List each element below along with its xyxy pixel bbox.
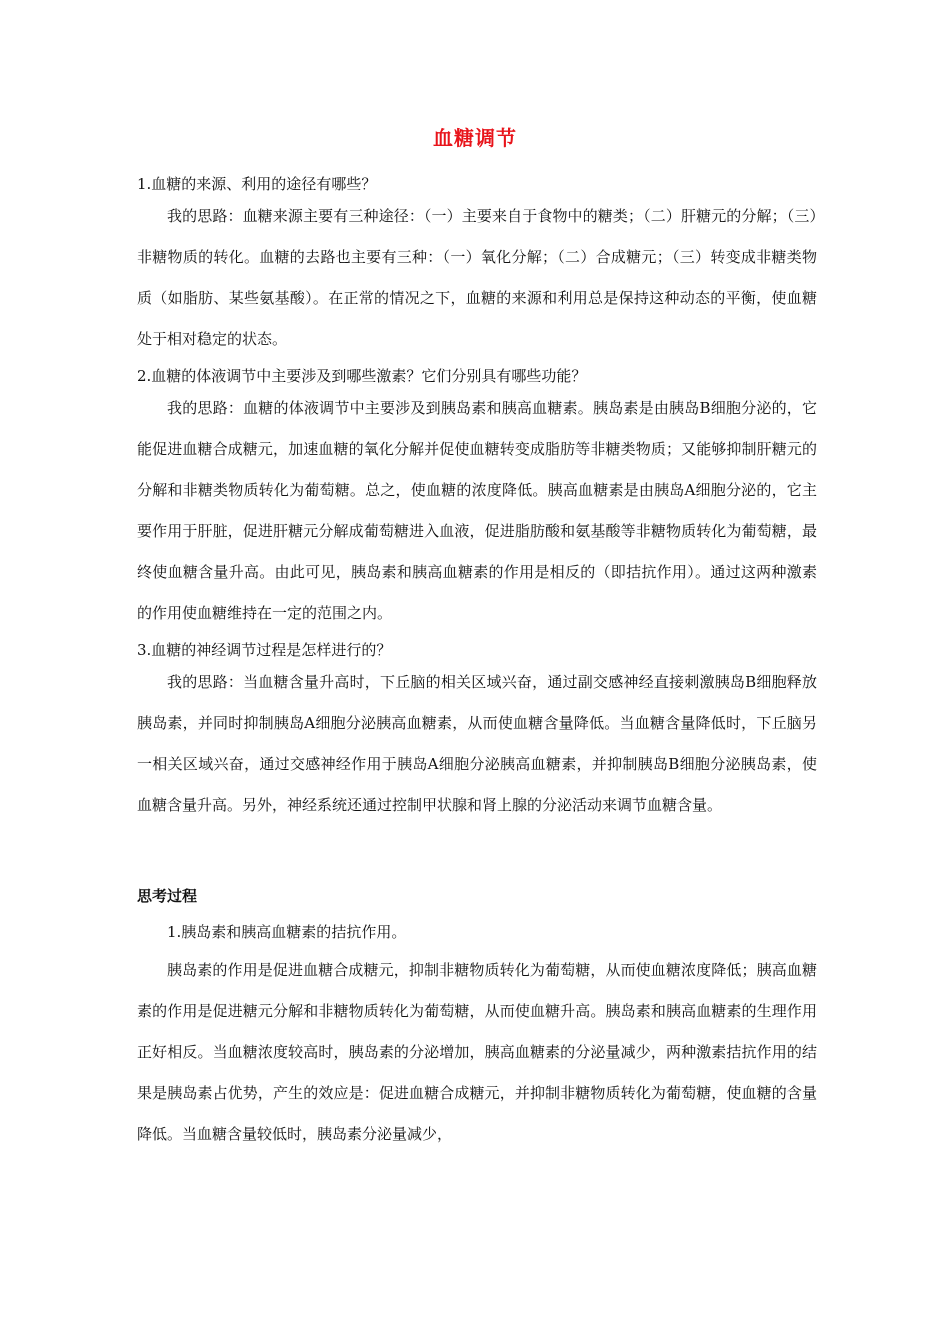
section-1: [137, 172, 817, 360]
thinking-item: 1.胰岛素和胰高血糖素的拮抗作用。: [167, 923, 407, 941]
question-3: 3.血糖的神经调节过程是怎样进行的？: [137, 641, 392, 659]
section-3: [137, 638, 817, 826]
page-title: 血糖调节: [433, 126, 517, 150]
question-2: 2.血糖的体液调节中主要涉及到哪些激素？它们分别具有哪些功能？: [137, 367, 587, 385]
answer-3: 我的思路：当血糖含量升高时，下丘脑的相关区域兴奋，通过副交感神经直接刺激胰岛B细胞释放胰岛素，并同时抑制胰岛A细胞分泌胰高血糖素，从而使血糖含量降低。当血糖含量降低时，下丘脑另一相关区域兴奋，通过交感神经作用于胰岛A细胞分泌胰高血糖素，并抑制胰岛B细胞分泌胰岛素，使血糖含量升高。另外，神经系统还通过控制甲状腺和肾上腺的分泌活动来调节血糖含量。: [137, 673, 817, 814]
answer-1: 我的思路：血糖来源主要有三种途径：（一）主要来自于食物中的糖类；（二）肝糖元的分解；（三）非糖物质的转化。血糖的去路也主要有三种：（一）氧化分解；（二）合成糖元；（三）转变成非糖类物质（如脂肪、某些氨基酸）。在正常的情况之下，血糖的来源和利用总是保持这种动态的平衡，使血糖处于相对稳定的状态。: [137, 207, 817, 348]
question-1: 1.血糖的来源、利用的途径有哪些？: [137, 175, 377, 193]
thinking-section: [137, 884, 817, 1155]
thinking-heading: 思考过程: [137, 887, 198, 905]
section-spacer: [137, 826, 817, 884]
document-body: [137, 168, 817, 1155]
section-2: [137, 364, 817, 634]
thinking-text: 胰岛素的作用是促进血糖合成糖元，抑制非糖物质转化为葡萄糖，从而使血糖浓度降低；胰高血糖素的作用是促进糖元分解和非糖物质转化为葡萄糖，从而使血糖升高。胰岛素和胰高血糖素的生理作用正好相反。当血糖浓度较高时，胰岛素的分泌增加，胰高血糖素的分泌量减少，两种激素拮抗作用的结果是胰岛素占优势，产生的效应是：促进血糖合成糖元，并抑制非糖物质转化为葡萄糖，使血糖的含量降低。当血糖含量较低时，胰岛素分泌量减少，: [137, 961, 817, 1143]
answer-2: 我的思路：血糖的体液调节中主要涉及到胰岛素和胰高血糖素。胰岛素是由胰岛B细胞分泌的，它能促进血糖合成糖元，加速血糖的氧化分解并促使血糖转变成脂肪等非糖类物质；又能够抑制肝糖元的分解和非糖类物质转化为葡萄糖。总之，使血糖的浓度降低。胰高血糖素是由胰岛A细胞分泌的，它主要作用于肝脏，促进肝糖元分解成葡萄糖进入血液，促进脂肪酸和氨基酸等非糖物质转化为葡萄糖，最终使血糖含量升高。由此可见，胰岛素和胰高血糖素的作用是相反的（即拮抗作用）。通过这两种激素的作用使血糖维持在一定的范围之内。: [137, 399, 817, 622]
